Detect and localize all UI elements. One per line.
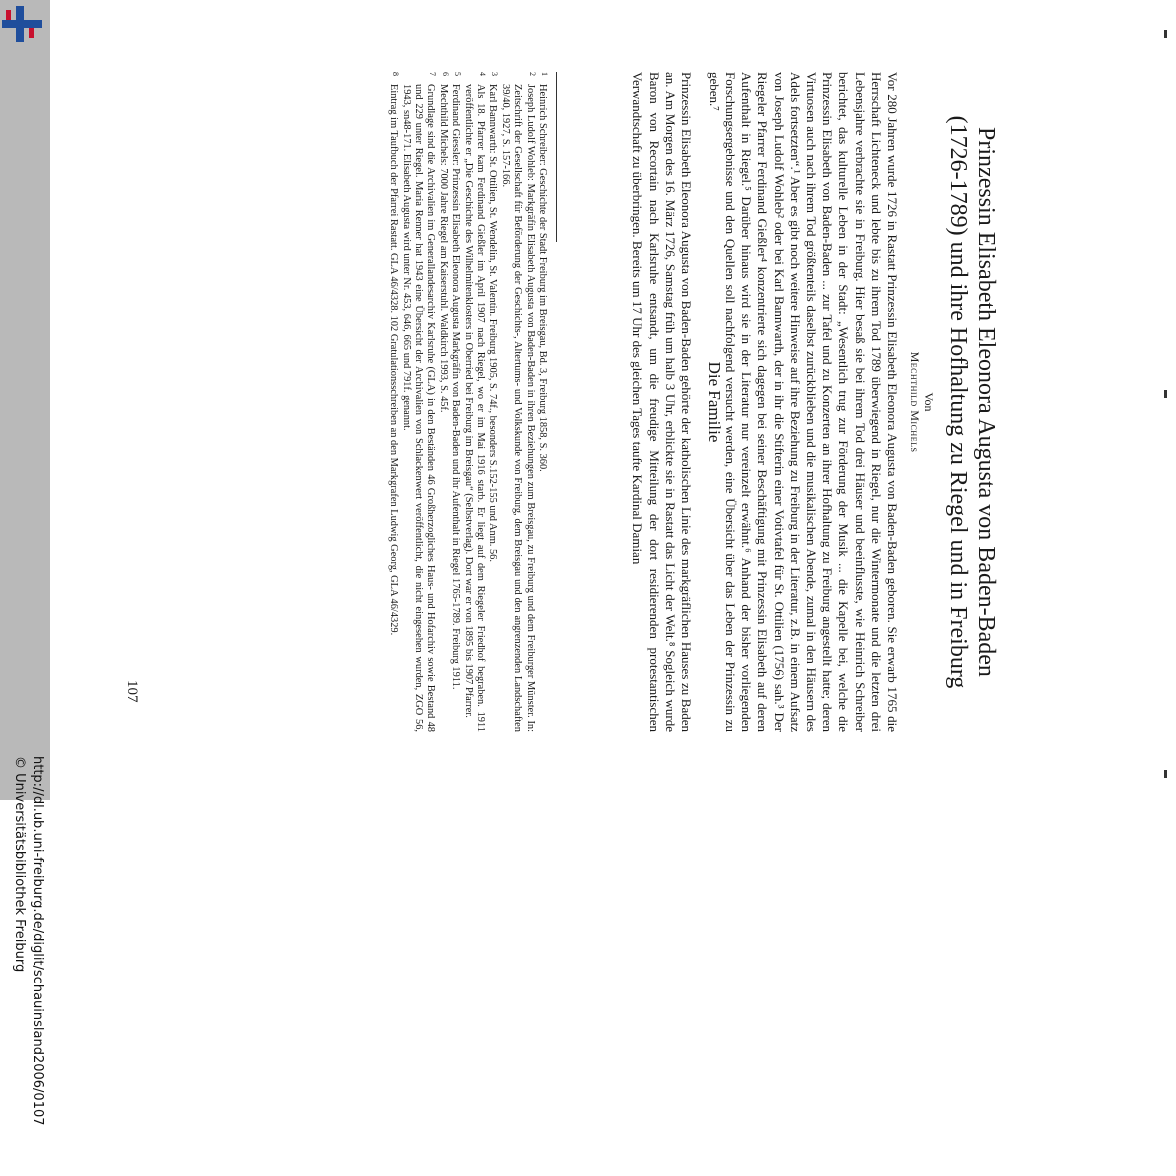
footnote-4: 4 Als 18. Pfarrer kam Ferdinand Gießler im April 1907 nach Riegel, wo er im Mai 1916 starb. Er liegt auf dem Riegeler Friedhof begraben. 1911 veröffentlichte er „Die Geschichte des Wilhelmitenklosters in Oberried bei Freiburg im Breisgau“ (Selbstverlag). Dort war er von 1895 bis 1907 Pfarrer. (462, 72, 487, 732)
title-line-2: (1726-1789) und ihre Hofhaltung zu Riegel und in Freiburg (945, 115, 971, 689)
byline (908, 72, 936, 732)
scan-edge (1164, 20, 1168, 780)
viewer-sidebar (0, 0, 50, 1126)
footnote-divider (556, 72, 557, 242)
footnote-3: 3 Karl Bannwarth: St. Ottilien, St. Wendelin, St. Valentin. Freiburg 1905, S. 74f., besonders S.152-155 und Anm. 56. (487, 72, 500, 562)
footnote-8: 8 Eintrag im Taufbuch der Pfarrei Rastatt. GLA 46/4328. 102 Gratulationsschreiben an den Markgrafen Ludwig Georg, GLA 46/4329. (388, 72, 401, 636)
footnote-6: 6 Mechthild Michels: 7000 Jahre Riegel am Kaiserstuhl. Waldkirch 1993, S. 45f. (437, 72, 450, 413)
footnote-list (387, 72, 548, 732)
university-logo-icon[interactable] (2, 6, 42, 42)
footnote-5: 5 Ferdinand Giessler: Prinzessin Elisabeth Eleonora Augusta Markgräfin von Baden-Baden und ihr Aufenthalt in Riegel 1765-1789. Freiburg 1911. (450, 72, 463, 690)
byline-von: Von (922, 392, 936, 412)
scanned-page (130, 72, 1000, 732)
section-paragraph: Prinzessin Elisabeth Eleonora Augusta von Baden-Baden gehörte der katholischen Linie des markgräflichen Hauses zu Baden an. Am Morgen des 16. März 1726, Samstag früh um halb 3 Uhr, erblickte sie in Rastatt das Licht der Welt.⁸ Sogleich wurde Baron von Recortain nach Karlsruhe entsandt, um die freudige Mitteilung der dort residierenden protestantischen Verwandtschaft zu überbringen. Bereits um 17 Uhr des gleichen Tages taufte Kardinal Damian (630, 72, 694, 732)
page-number: 107 (124, 680, 140, 703)
page-title (944, 72, 1000, 732)
footnote-7: 7 Grundlage sind die Archivalien im Generallandesarchiv Karlsruhe (GLA) in den Beständen 46 Großherzogliches Haus- und Hofarchiv sowie Bestand 48 und 229 unter Riegel. Maria Renner hat 1943 eine Übersicht der Archivalien von Schlackenwert veröffentlicht, die nicht eingesehen wurden, ZGO 56, 1943, sn48-171. Elisabeth Augusta wird unter Nr. 453, 646, 665 und 791f. genannt. (400, 72, 438, 732)
author-name: Mechthild Michels (908, 351, 922, 453)
edge-mark (1164, 390, 1167, 398)
viewer-citation (6, 376, 46, 1126)
section-heading: Die Familie (705, 361, 724, 443)
copyright-notice: © Universitätsbibliothek Freiburg (12, 756, 27, 973)
footnote-1: 1 Heinrich Schreiber: Geschichte der Stadt Freiburg im Breisgau, Bd. 3, Freiburg 1858, S. 360. (537, 72, 549, 472)
footnote-2: 2 Joseph Ludolf Wohleb: Markgräfin Elisabeth Augusta von Baden-Baden in ihren Beziehungen zum Breisgau, zu Freiburg und dem Freiburger Münster. In: Zeitschrift der Gesellschaft für Beförderung der Geschichts-, Altertums- und Volkskunde von Freiburg, dem Breisgau und den angrenzenden Landschaften 39/40, 1927, S. 157-166. (499, 72, 537, 732)
source-url[interactable]: http://dl.ub.uni-freiburg.de/diglit/schauinsland2006/0107 (30, 756, 45, 1126)
edge-mark (1164, 770, 1167, 778)
intro-paragraph: Vor 280 Jahren wurde 1726 in Rastatt Prinzessin Elisabeth Eleonora Augusta von Baden-Baden geboren. Sie erwarb 1765 die Herrschaft Lichteneck und lebte bis zu ihrem Tod 1789 überwiegend in Riegel, nur die Wintermonate und die letzten drei Lebensjahre verbrachte sie in Freiburg. Hier besaß sie bei ihrem Tod drei Häuser und beeinflusste, wie Heinrich Schreiber berichtet, das kulturelle Leben in der Stadt: „Wesentlich trug zur Förderung der Musik ... die Kapelle bei, welche die Prinzessin Elisabeth von Baden-Baden ... zur Tafel und zu Konzerten an ihrer Hofhaltung zu Freiburg angestellt hatte; deren Virtuosen auch nach ihrem Tod größtenteils daselbst zurückblieben und die musikalischen Abende, zumal in den Häusern des Adels fortsetzten“.¹ Aber es gibt noch weitere Hinweise auf ihre Beziehung zu Freiburg in der Literatur, z.B. in einem Aufsatz von Joseph Ludolf Wohleb² oder bei Karl Bannwarth, der in ihr die Stifterin einer Votivtafel für St. Ottilien (1756) sah.³ Der Riegeler Pfarrer Ferdinand Gießler⁴ konzentrierte sich dagegen bei seiner Beschäftigung mit Prinzessin Elisabeth auf deren Aufenthalt in Riegel.⁵ Darüber hinaus wird sie in der Literatur nur vereinzelt erwähnt.⁶ Anhand der bisher vorliegenden Forschungsergebnisse und den Quellen soll nachfolgend versucht werden, eine Übersicht über das Leben der Prinzessin zu geben.⁷ (706, 72, 900, 732)
title-line-1: Prinzessin Elisabeth Eleonora Augusta von Baden-Baden (973, 127, 999, 677)
edge-mark (1164, 30, 1167, 38)
